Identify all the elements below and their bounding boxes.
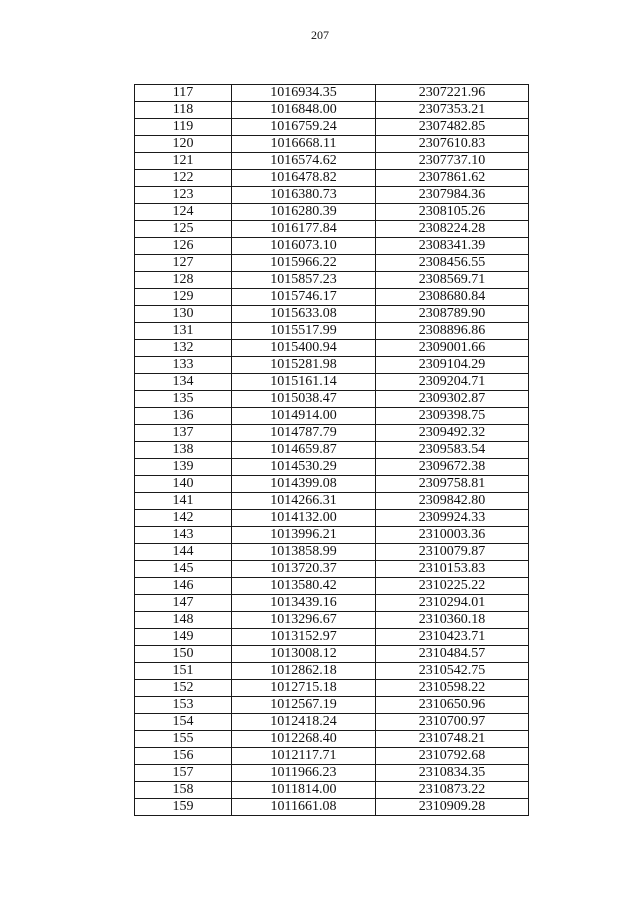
y-coordinate-cell: 2309204.71 [376,374,529,391]
point-number-cell: 147 [135,595,232,612]
y-coordinate-cell: 2309583.54 [376,442,529,459]
point-number-cell: 131 [135,323,232,340]
table-row [135,221,529,238]
y-coordinate-cell: 2307984.36 [376,187,529,204]
coordinates-table-body [135,85,529,816]
x-coordinate-cell: 1012715.18 [232,680,376,697]
point-number-cell: 117 [135,85,232,102]
table-row [135,476,529,493]
y-coordinate-cell: 2308569.71 [376,272,529,289]
point-number-cell: 135 [135,391,232,408]
x-coordinate-cell: 1012567.19 [232,697,376,714]
y-coordinate-cell: 2310360.18 [376,612,529,629]
table-row [135,612,529,629]
y-coordinate-cell: 2308789.90 [376,306,529,323]
point-number-cell: 138 [135,442,232,459]
y-coordinate-cell: 2310873.22 [376,782,529,799]
y-coordinate-cell: 2310909.28 [376,799,529,816]
x-coordinate-cell: 1013720.37 [232,561,376,578]
table-row [135,748,529,765]
x-coordinate-cell: 1013152.97 [232,629,376,646]
point-number-cell: 129 [135,289,232,306]
x-coordinate-cell: 1016759.24 [232,119,376,136]
y-coordinate-cell: 2307353.21 [376,102,529,119]
point-number-cell: 156 [135,748,232,765]
x-coordinate-cell: 1013858.99 [232,544,376,561]
point-number-cell: 159 [135,799,232,816]
point-number-cell: 123 [135,187,232,204]
table-row [135,493,529,510]
table-row [135,782,529,799]
point-number-cell: 141 [135,493,232,510]
table-row [135,510,529,527]
point-number-cell: 155 [135,731,232,748]
point-number-cell: 127 [135,255,232,272]
x-coordinate-cell: 1016073.10 [232,238,376,255]
table-row [135,595,529,612]
point-number-cell: 145 [135,561,232,578]
coordinates-table [134,84,529,816]
x-coordinate-cell: 1015517.99 [232,323,376,340]
y-coordinate-cell: 2308224.28 [376,221,529,238]
table-row [135,527,529,544]
point-number-cell: 132 [135,340,232,357]
y-coordinate-cell: 2310650.96 [376,697,529,714]
point-number-cell: 151 [135,663,232,680]
point-number-cell: 121 [135,153,232,170]
point-number-cell: 125 [135,221,232,238]
table-row [135,289,529,306]
x-coordinate-cell: 1011661.08 [232,799,376,816]
y-coordinate-cell: 2310792.68 [376,748,529,765]
y-coordinate-cell: 2310003.36 [376,527,529,544]
y-coordinate-cell: 2310700.97 [376,714,529,731]
y-coordinate-cell: 2307221.96 [376,85,529,102]
y-coordinate-cell: 2308896.86 [376,323,529,340]
y-coordinate-cell: 2307861.62 [376,170,529,187]
point-number-cell: 130 [135,306,232,323]
table-row [135,204,529,221]
point-number-cell: 144 [135,544,232,561]
x-coordinate-cell: 1014787.79 [232,425,376,442]
y-coordinate-cell: 2309104.29 [376,357,529,374]
y-coordinate-cell: 2309001.66 [376,340,529,357]
x-coordinate-cell: 1016177.84 [232,221,376,238]
point-number-cell: 153 [135,697,232,714]
y-coordinate-cell: 2309492.32 [376,425,529,442]
table-row [135,272,529,289]
y-coordinate-cell: 2310294.01 [376,595,529,612]
point-number-cell: 142 [135,510,232,527]
point-number-cell: 148 [135,612,232,629]
table-row [135,374,529,391]
y-coordinate-cell: 2310598.22 [376,680,529,697]
x-coordinate-cell: 1013580.42 [232,578,376,595]
x-coordinate-cell: 1014399.08 [232,476,376,493]
table-row [135,170,529,187]
y-coordinate-cell: 2310834.35 [376,765,529,782]
y-coordinate-cell: 2310423.71 [376,629,529,646]
point-number-cell: 128 [135,272,232,289]
x-coordinate-cell: 1015966.22 [232,255,376,272]
table-row [135,323,529,340]
x-coordinate-cell: 1016848.00 [232,102,376,119]
table-row [135,340,529,357]
table-row [135,799,529,816]
table-row [135,459,529,476]
table-row [135,85,529,102]
y-coordinate-cell: 2309398.75 [376,408,529,425]
point-number-cell: 152 [135,680,232,697]
y-coordinate-cell: 2309842.80 [376,493,529,510]
y-coordinate-cell: 2310079.87 [376,544,529,561]
y-coordinate-cell: 2307737.10 [376,153,529,170]
point-number-cell: 154 [135,714,232,731]
x-coordinate-cell: 1016380.73 [232,187,376,204]
point-number-cell: 120 [135,136,232,153]
x-coordinate-cell: 1014914.00 [232,408,376,425]
point-number-cell: 119 [135,119,232,136]
x-coordinate-cell: 1012862.18 [232,663,376,680]
point-number-cell: 122 [135,170,232,187]
x-coordinate-cell: 1015746.17 [232,289,376,306]
y-coordinate-cell: 2309758.81 [376,476,529,493]
point-number-cell: 126 [135,238,232,255]
table-row [135,306,529,323]
y-coordinate-cell: 2310542.75 [376,663,529,680]
x-coordinate-cell: 1014659.87 [232,442,376,459]
x-coordinate-cell: 1012268.40 [232,731,376,748]
x-coordinate-cell: 1012418.24 [232,714,376,731]
table-row [135,119,529,136]
x-coordinate-cell: 1011814.00 [232,782,376,799]
x-coordinate-cell: 1015857.23 [232,272,376,289]
x-coordinate-cell: 1015633.08 [232,306,376,323]
table-row [135,153,529,170]
y-coordinate-cell: 2310225.22 [376,578,529,595]
point-number-cell: 143 [135,527,232,544]
table-row [135,578,529,595]
table-row [135,238,529,255]
x-coordinate-cell: 1016934.35 [232,85,376,102]
table-row [135,697,529,714]
y-coordinate-cell: 2309672.38 [376,459,529,476]
table-row [135,765,529,782]
y-coordinate-cell: 2309302.87 [376,391,529,408]
y-coordinate-cell: 2307610.83 [376,136,529,153]
x-coordinate-cell: 1016574.62 [232,153,376,170]
x-coordinate-cell: 1015400.94 [232,340,376,357]
x-coordinate-cell: 1013996.21 [232,527,376,544]
table-row [135,136,529,153]
y-coordinate-cell: 2307482.85 [376,119,529,136]
table-row [135,357,529,374]
table-row [135,391,529,408]
point-number-cell: 140 [135,476,232,493]
y-coordinate-cell: 2308341.39 [376,238,529,255]
point-number-cell: 146 [135,578,232,595]
table-row [135,425,529,442]
table-row [135,663,529,680]
table-row [135,629,529,646]
point-number-cell: 157 [135,765,232,782]
table-row [135,561,529,578]
y-coordinate-cell: 2308456.55 [376,255,529,272]
x-coordinate-cell: 1012117.71 [232,748,376,765]
page-number: 207 [311,28,329,42]
table-row [135,646,529,663]
point-number-cell: 139 [135,459,232,476]
x-coordinate-cell: 1015038.47 [232,391,376,408]
table-row [135,442,529,459]
point-number-cell: 133 [135,357,232,374]
x-coordinate-cell: 1014266.31 [232,493,376,510]
table-row [135,187,529,204]
point-number-cell: 124 [135,204,232,221]
table-row [135,714,529,731]
point-number-cell: 150 [135,646,232,663]
table-row [135,408,529,425]
x-coordinate-cell: 1013008.12 [232,646,376,663]
x-coordinate-cell: 1013296.67 [232,612,376,629]
point-number-cell: 158 [135,782,232,799]
table-row [135,255,529,272]
x-coordinate-cell: 1011966.23 [232,765,376,782]
x-coordinate-cell: 1016478.82 [232,170,376,187]
y-coordinate-cell: 2310484.57 [376,646,529,663]
point-number-cell: 134 [135,374,232,391]
point-number-cell: 118 [135,102,232,119]
x-coordinate-cell: 1016280.39 [232,204,376,221]
x-coordinate-cell: 1014132.00 [232,510,376,527]
table-row [135,544,529,561]
y-coordinate-cell: 2309924.33 [376,510,529,527]
y-coordinate-cell: 2310748.21 [376,731,529,748]
point-number-cell: 149 [135,629,232,646]
x-coordinate-cell: 1015281.98 [232,357,376,374]
x-coordinate-cell: 1014530.29 [232,459,376,476]
point-number-cell: 136 [135,408,232,425]
x-coordinate-cell: 1016668.11 [232,136,376,153]
y-coordinate-cell: 2308680.84 [376,289,529,306]
x-coordinate-cell: 1015161.14 [232,374,376,391]
y-coordinate-cell: 2310153.83 [376,561,529,578]
x-coordinate-cell: 1013439.16 [232,595,376,612]
table-row [135,102,529,119]
point-number-cell: 137 [135,425,232,442]
table-row [135,680,529,697]
y-coordinate-cell: 2308105.26 [376,204,529,221]
table-row [135,731,529,748]
